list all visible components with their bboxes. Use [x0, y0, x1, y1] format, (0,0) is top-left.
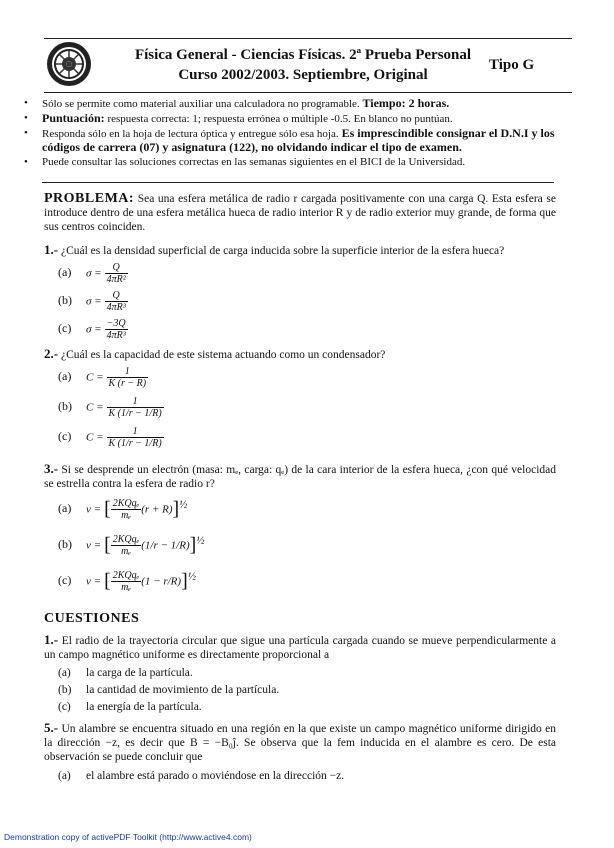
fraction-numerator: 1 — [124, 366, 130, 377]
q3-option-b — [58, 534, 205, 557]
header-top-rule — [44, 38, 572, 39]
option-lhs: C = — [86, 431, 104, 444]
option-lhs: C = — [86, 371, 104, 384]
question-number: 3.- — [44, 461, 59, 476]
option-exponent: ½ — [196, 534, 205, 547]
exam-subtitle: Curso 2002/2003. Septiembre, Original — [178, 67, 428, 83]
option-text: la cantidad de movimiento de la partícula. — [86, 684, 280, 696]
fraction-denominator: mₑ — [111, 545, 142, 557]
fraction-numerator: 1 — [132, 396, 138, 407]
instruction-item — [22, 127, 562, 155]
question-number: 2.- — [44, 346, 59, 361]
option-lhs: v = — [86, 575, 102, 588]
instruction-item — [22, 112, 562, 126]
fraction-numerator: Q — [112, 262, 120, 273]
header-bottom-rule — [44, 92, 572, 93]
option-fraction — [105, 290, 128, 313]
option-tail: (r + R) — [141, 503, 173, 516]
option-label: (c) — [58, 321, 72, 336]
option-label: (c) — [58, 701, 71, 713]
fraction-denominator: K (1/r − 1/R) — [108, 408, 162, 419]
bracket-close: ] — [189, 534, 197, 556]
bracket-close: ] — [172, 498, 180, 520]
q2-option-a — [58, 366, 148, 389]
option-exponent: ½ — [179, 498, 188, 511]
option-lhs: σ = — [86, 323, 102, 336]
fraction-denominator: K (1/r − 1/R) — [108, 438, 162, 449]
fraction-denominator: 4πR² — [106, 274, 126, 285]
instruction-item — [22, 97, 562, 111]
bracket-open: [ — [104, 498, 111, 520]
c1-option-b — [58, 684, 279, 696]
question-2 — [44, 347, 556, 362]
option-label: (a) — [58, 369, 72, 384]
option-text: la energía de la partícula. — [86, 701, 202, 713]
q3-option-a — [58, 498, 187, 521]
cuestion-1 — [44, 633, 556, 662]
option-fraction — [105, 262, 128, 285]
fraction-numerator: 2KQqₑ — [112, 570, 140, 581]
instructions-rule — [42, 182, 554, 183]
university-seal-icon — [46, 41, 92, 87]
option-fraction — [107, 426, 164, 449]
exam-header — [44, 38, 572, 93]
question-number: 1.- — [44, 632, 59, 647]
instruction-bold: Es imprescindible consignar el D.N.I y los códigos de carrera (07) y asignatura (122), no olvidando indicar el tipo de examen. — [42, 126, 555, 154]
problem-statement — [44, 192, 556, 234]
option-fraction — [107, 366, 149, 389]
q3-option-c — [58, 570, 196, 593]
option-tail: (1/r − 1/R) — [141, 539, 190, 552]
question-text: Si se desprende un electrón (masa: mₑ, carga: qₑ) de la cara interior de la esfera hueca, ¿con qué velocidad se estrella contra la esfera de radio r? — [44, 464, 556, 490]
cuestiones-heading: CUESTIONES — [44, 611, 140, 626]
option-label: (b) — [58, 293, 72, 308]
question-3 — [44, 462, 556, 491]
fraction-denominator: mₑ — [111, 509, 142, 521]
fraction-denominator: 4πR³ — [106, 330, 126, 341]
option-label: (c) — [58, 573, 72, 588]
question-text: ¿Cuál es la densidad superficial de carga inducida sobre la superficie interior de la esfera hueca? — [58, 245, 505, 257]
option-fraction — [111, 570, 142, 593]
option-label: (b) — [58, 399, 72, 414]
cuestion-5 — [44, 721, 556, 764]
q1-option-b — [58, 290, 128, 313]
option-label: (b) — [58, 537, 72, 552]
problem-heading: PROBLEMA: — [44, 191, 135, 206]
instruction-bold: Tiempo: 2 horas. — [359, 96, 450, 110]
bracket-close: ] — [181, 570, 188, 592]
option-lhs: v = — [86, 539, 102, 552]
exam-type: Tipo G — [489, 57, 535, 73]
option-lhs: v = — [86, 503, 102, 516]
instruction-text: Responda sólo en la hoja de lectura óptica y entregue sólo esa hoja. — [42, 128, 339, 140]
q1-option-c — [58, 318, 128, 341]
question-text: ¿Cuál es la capacidad de este sistema actuando como un condensador? — [58, 349, 386, 361]
bracket-open: [ — [104, 570, 111, 592]
c1-option-c — [58, 701, 202, 713]
option-lhs: σ = — [86, 267, 102, 280]
option-label: (a) — [58, 501, 72, 516]
option-label: (a) — [58, 667, 71, 679]
option-label: (a) — [58, 770, 71, 782]
option-exponent: ½ — [187, 570, 196, 583]
exam-title: Física General - Ciencias Físicas. 2ª Prueba Personal — [134, 47, 472, 63]
option-text: la carga de la partícula. — [86, 667, 193, 679]
option-fraction — [111, 498, 142, 521]
problem-text: Sea una esfera metálica de radio r cargada positivamente con una carga Q. Esta esfera se introduce dentro de una esfera metálica hueca de radio interior R y de radio exterior muy grande, de forma que sus centros coinciden. — [44, 193, 556, 233]
option-text: el alambre está parado o moviéndose en la dirección −z. — [86, 770, 345, 782]
question-text: El radio de la trayectoria circular que sigue una partícula cargada cuando se mueve perpendicularmente a un campo magnético uniforme es directamente proporcional a — [44, 635, 556, 661]
q1-option-a — [58, 262, 128, 285]
option-label: (a) — [58, 265, 72, 280]
bracket-open: [ — [104, 534, 111, 556]
instruction-text: Puede consultar las soluciones correctas en las semanas siguientes en el BICI de la Universidad. — [42, 156, 466, 168]
fraction-numerator: −3Q — [106, 318, 126, 329]
instruction-item — [22, 156, 562, 169]
option-fraction — [107, 396, 164, 419]
option-fraction — [105, 318, 128, 341]
question-1 — [44, 243, 556, 258]
option-label: (c) — [58, 429, 72, 444]
instruction-text: Sólo se permite como material auxiliar una calculadora no programable. — [42, 98, 360, 110]
question-number: 1.- — [44, 242, 59, 257]
fraction-numerator: 1 — [132, 426, 138, 437]
option-label: (b) — [58, 684, 72, 696]
c1-option-a — [58, 667, 193, 679]
fraction-denominator: mₑ — [111, 581, 142, 593]
question-text: Un alambre se encuentra situado en una región en la que existe un campo magnético uniforme dirigido en la dirección −z, es decir que B = −B₀ĵ. Se observa que la fem inducida en el alambre es cero. De esta observación se puede concluir que — [44, 723, 556, 763]
instruction-text: respuesta correcta: 1; respuesta errónea o múltiple -0.5. En blanco no puntúan. — [104, 113, 453, 125]
demo-watermark-link[interactable]: Demonstration copy of activePDF Toolkit (http://www.active4.com) — [4, 832, 252, 842]
instruction-bold: Puntuación: — [42, 111, 105, 125]
option-fraction — [111, 534, 142, 557]
c5-option-a — [58, 770, 344, 782]
fraction-numerator: 2KQqₑ — [112, 534, 140, 545]
option-lhs: σ = — [86, 295, 102, 308]
question-number: 5.- — [44, 720, 59, 735]
fraction-numerator: Q — [112, 290, 120, 301]
instructions-list — [22, 97, 562, 170]
q2-option-b — [58, 396, 164, 419]
fraction-denominator: 4πR³ — [106, 302, 126, 313]
fraction-denominator: K (r − R) — [108, 378, 147, 389]
fraction-numerator: 2KQqₑ — [112, 498, 140, 509]
option-tail: (1 − r/R) — [141, 575, 182, 588]
option-lhs: C = — [86, 401, 104, 414]
q2-option-c — [58, 426, 164, 449]
